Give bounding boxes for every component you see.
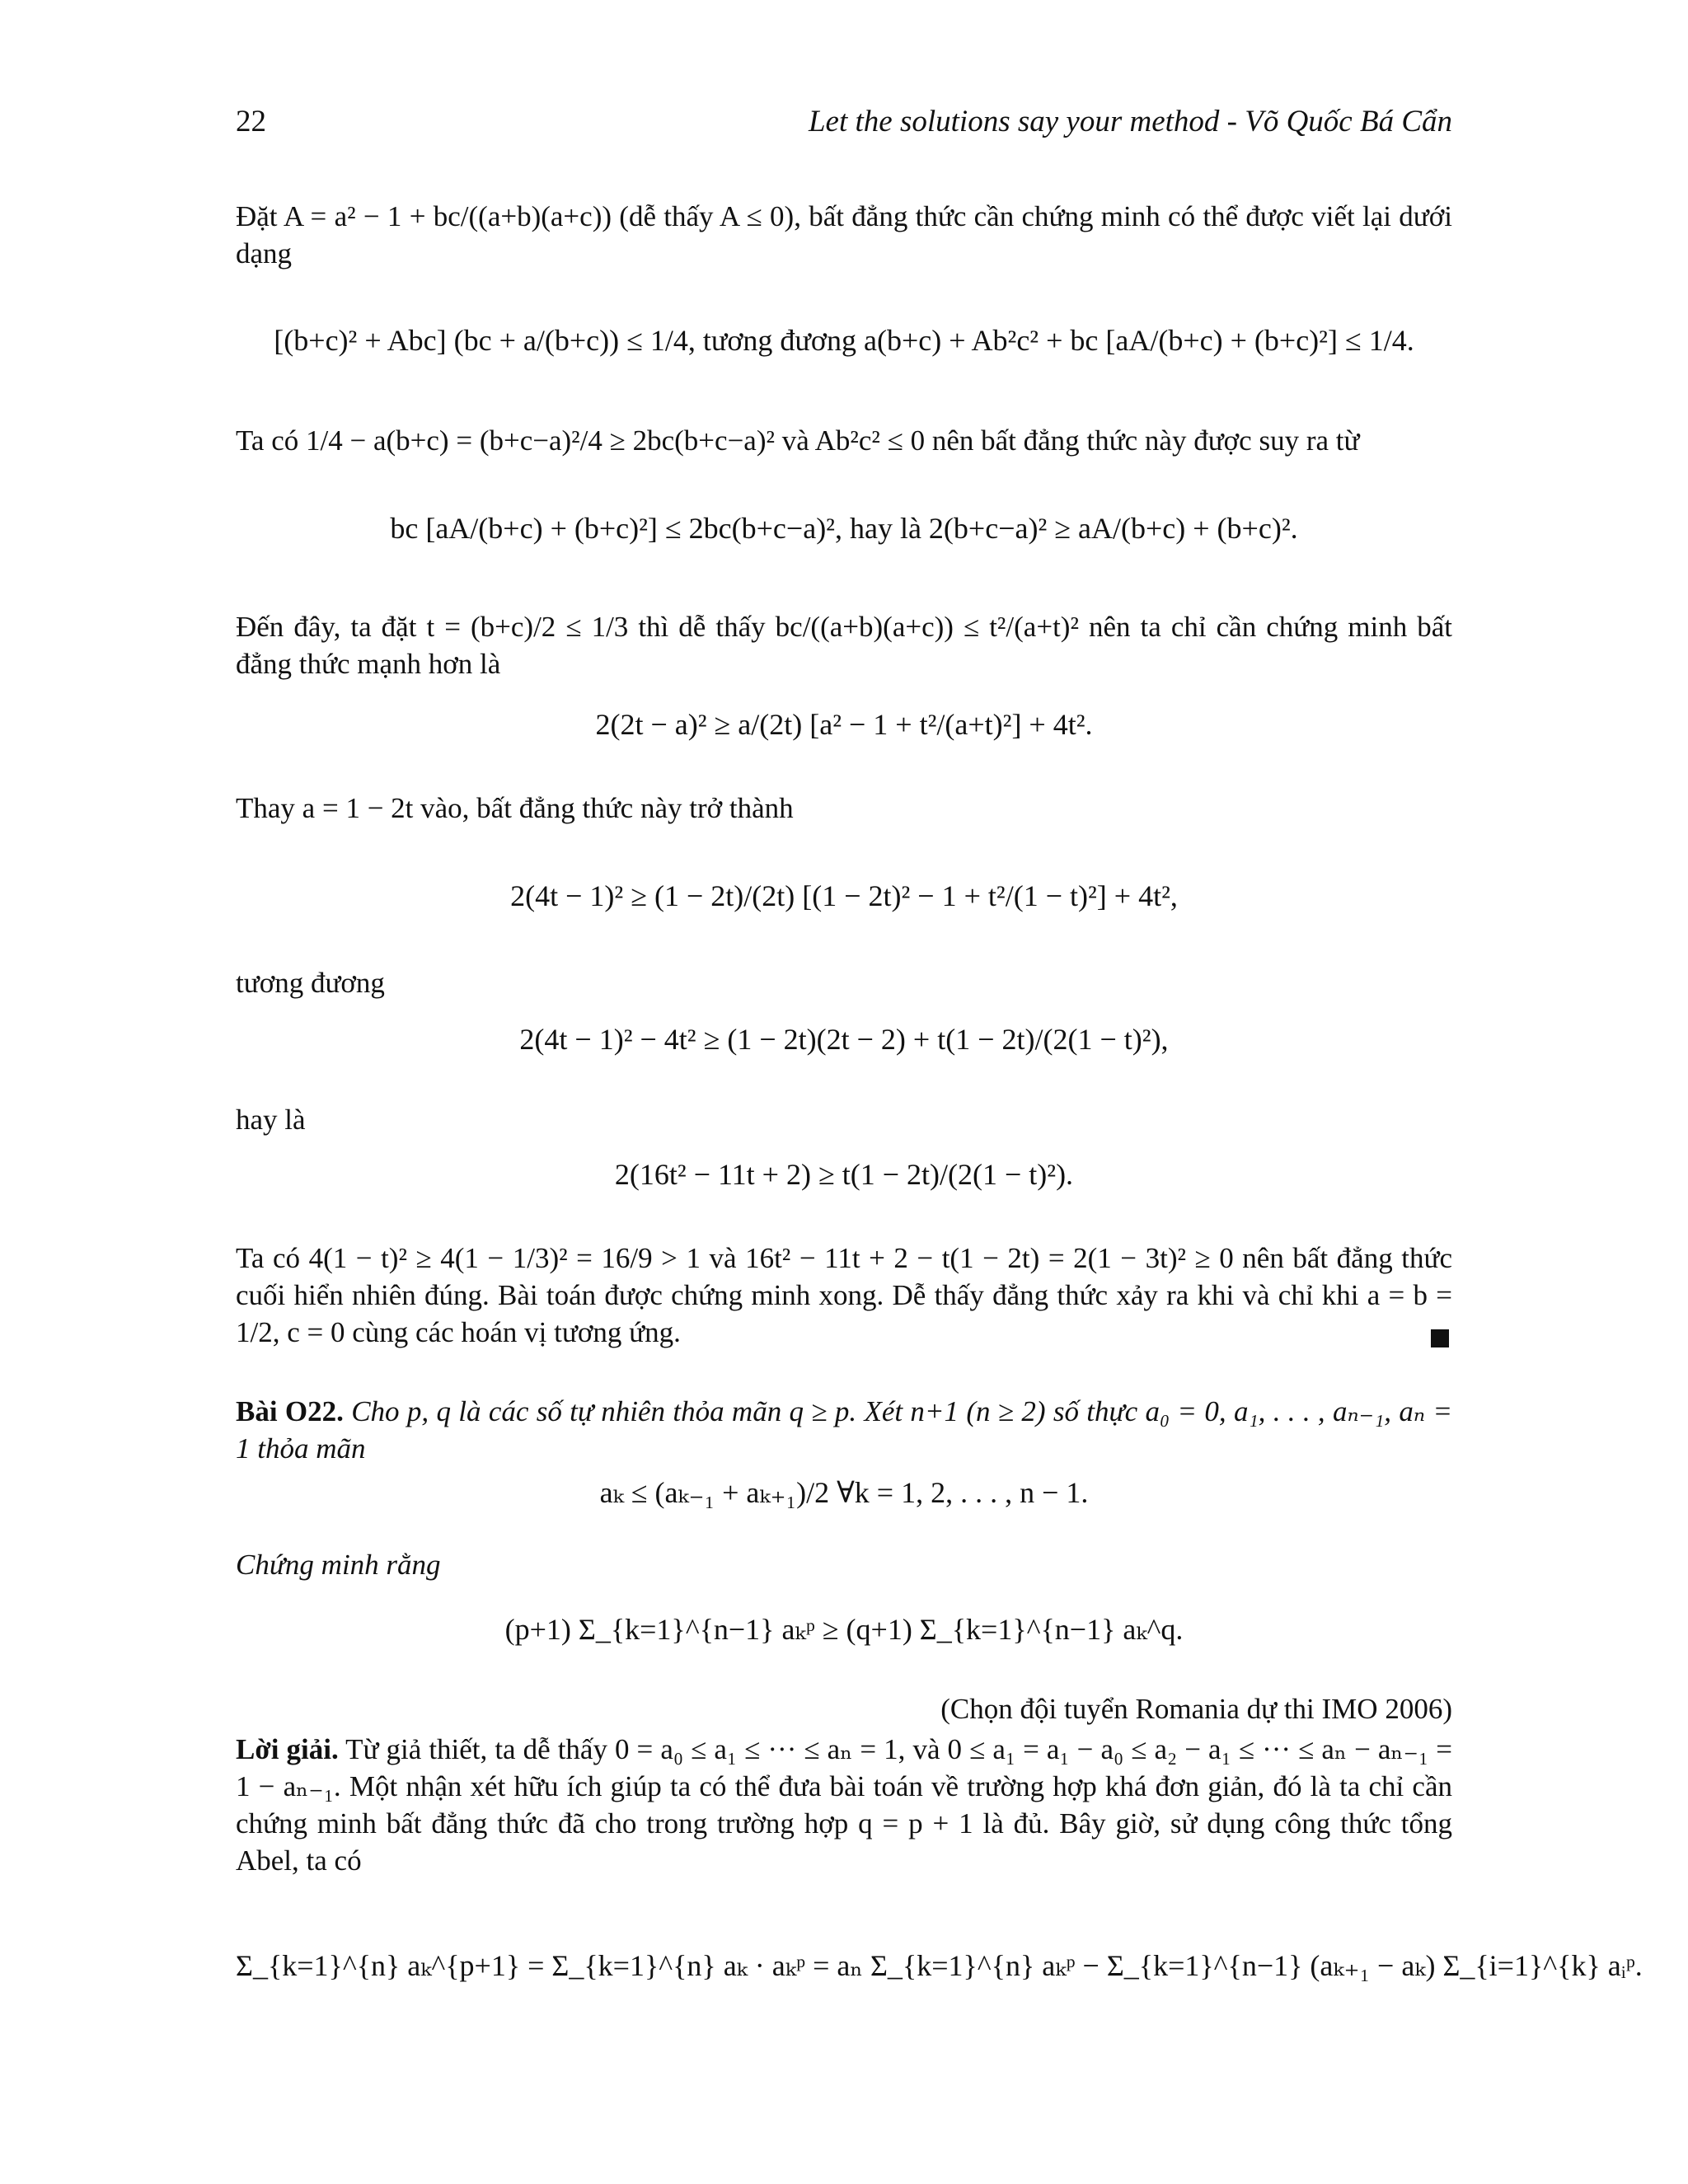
running-title: Let the solutions say your method - Võ Quốc Bá Cẩn: [808, 105, 1452, 138]
paragraph-4: Thay a = 1 − 2t vào, bất đẳng thức này trở thành: [236, 792, 794, 824]
paragraph-2: Ta có 1/4 − a(b+c) = (b+c−a)²/4 ≥ 2bc(b+c−a)² và Ab²c² ≤ 0 nên bất đẳng thức này được suy ra từ: [236, 424, 1360, 457]
equation-8: (p+1) Σ_{k=1}^{n−1} aₖᵖ ≥ (q+1) Σ_{k=1}^{n−1} aₖ^q.: [504, 1613, 1184, 1646]
equation-6: 2(16t² − 11t + 2) ≥ t(1 − 2t)/(2(1 − t)²).: [614, 1158, 1074, 1191]
paragraph-1: Đặt A = a² − 1 + bc/((a+b)(a+c)) (dễ thấy A ≤ 0), bất đẳng thức cần chứng minh có thể được viết lại dưới dạng: [236, 200, 1452, 269]
equation-1: [(b+c)² + Abc] (bc + a/(b+c)) ≤ 1/4, tương đương a(b+c) + Ab²c² + bc [aA/(b+c) + (b+c)²] ≤ 1/4.: [274, 324, 1414, 357]
problem-text: Cho p, q là các số tự nhiên thỏa mãn q ≥ p. Xét n+1 (n ≥ 2) số thực a₀ = 0, a₁, . . . , aₙ₋₁, aₙ = 1 thỏa mãn: [236, 1395, 1453, 1465]
problem-label: Bài O22.: [236, 1395, 344, 1427]
equation-9: Σ_{k=1}^{n} aₖ^{p+1} = Σ_{k=1}^{n} aₖ · aₖᵖ = aₙ Σ_{k=1}^{n} aₖᵖ − Σ_{k=1}^{n−1} (aₖ₊₁ − aₖ) Σ_{i=1}^{k} aᵢᵖ.: [236, 1949, 1643, 1982]
paragraph-3: Đến đây, ta đặt t = (b+c)/2 ≤ 1/3 thì dễ thấy bc/((a+b)(a+c)) ≤ t²/(a+t)² nên ta chỉ cần chứng minh bất đẳng thức mạnh hơn là: [236, 611, 1452, 680]
equation-7: aₖ ≤ (aₖ₋₁ + aₖ₊₁)/2 ∀k = 1, 2, . . . , n − 1.: [599, 1476, 1089, 1509]
prove-label: [236, 1546, 1452, 1583]
equation-2: bc [aA/(b+c) + (b+c)²] ≤ 2bc(b+c−a)², hay là 2(b+c−a)² ≥ aA/(b+c) + (b+c)².: [390, 512, 1298, 545]
paragraph-7: Ta có 4(1 − t)² ≥ 4(1 − 1/3)² = 16/9 > 1 và 16t² − 11t + 2 − t(1 − 2t) = 2(1 − 3t)² ≥ 0 nên bất đẳng thức cuối hiển nhiên đúng. Bài toán được chứng minh xong. Dễ thấy đẳng thức xảy ra khi và chỉ khi a = b = 1/2, c = 0 cùng các hoán vị tương ứng.: [236, 1242, 1452, 1348]
page-number: 22: [236, 105, 266, 138]
problem-statement: [236, 1393, 1452, 1467]
prove-label-text: Chứng minh rằng: [236, 1549, 441, 1581]
problem-source: (Chọn đội tuyển Romania dự thi IMO 2006): [940, 1693, 1452, 1725]
equation-5: 2(4t − 1)² − 4t² ≥ (1 − 2t)(2t − 2) + t(1 − 2t)/(2(1 − t)²),: [519, 1023, 1169, 1056]
paragraph-6: hay là: [236, 1104, 306, 1136]
solution-paragraph: [236, 1731, 1452, 1879]
qed-square: [1431, 1329, 1449, 1347]
equation-3: 2(2t − a)² ≥ a/(2t) [a² − 1 + t²/(a+t)²] + 4t².: [595, 708, 1093, 741]
equation-4: 2(4t − 1)² ≥ (1 − 2t)/(2t) [(1 − 2t)² − 1 + t²/(1 − t)²] + 4t²,: [510, 879, 1178, 912]
solution-label: Lời giải.: [236, 1733, 339, 1765]
paragraph-5: tương đương: [236, 967, 385, 999]
solution-text: Từ giả thiết, ta dễ thấy 0 = a₀ ≤ a₁ ≤ ··· ≤ aₙ = 1, và 0 ≤ a₁ = a₁ − a₀ ≤ a₂ − a₁ ≤ ··· ≤ aₙ − aₙ₋₁ = 1 − aₙ₋₁. Một nhận xét hữu ích giúp ta có thể đưa bài toán về trường hợp khá đơn giản, đó là ta chỉ cần chứng minh bất đẳng thức đã cho trong trường hợp q = p + 1 là đủ. Bây giờ, sử dụng công thức tổng Abel, ta có: [236, 1733, 1452, 1877]
